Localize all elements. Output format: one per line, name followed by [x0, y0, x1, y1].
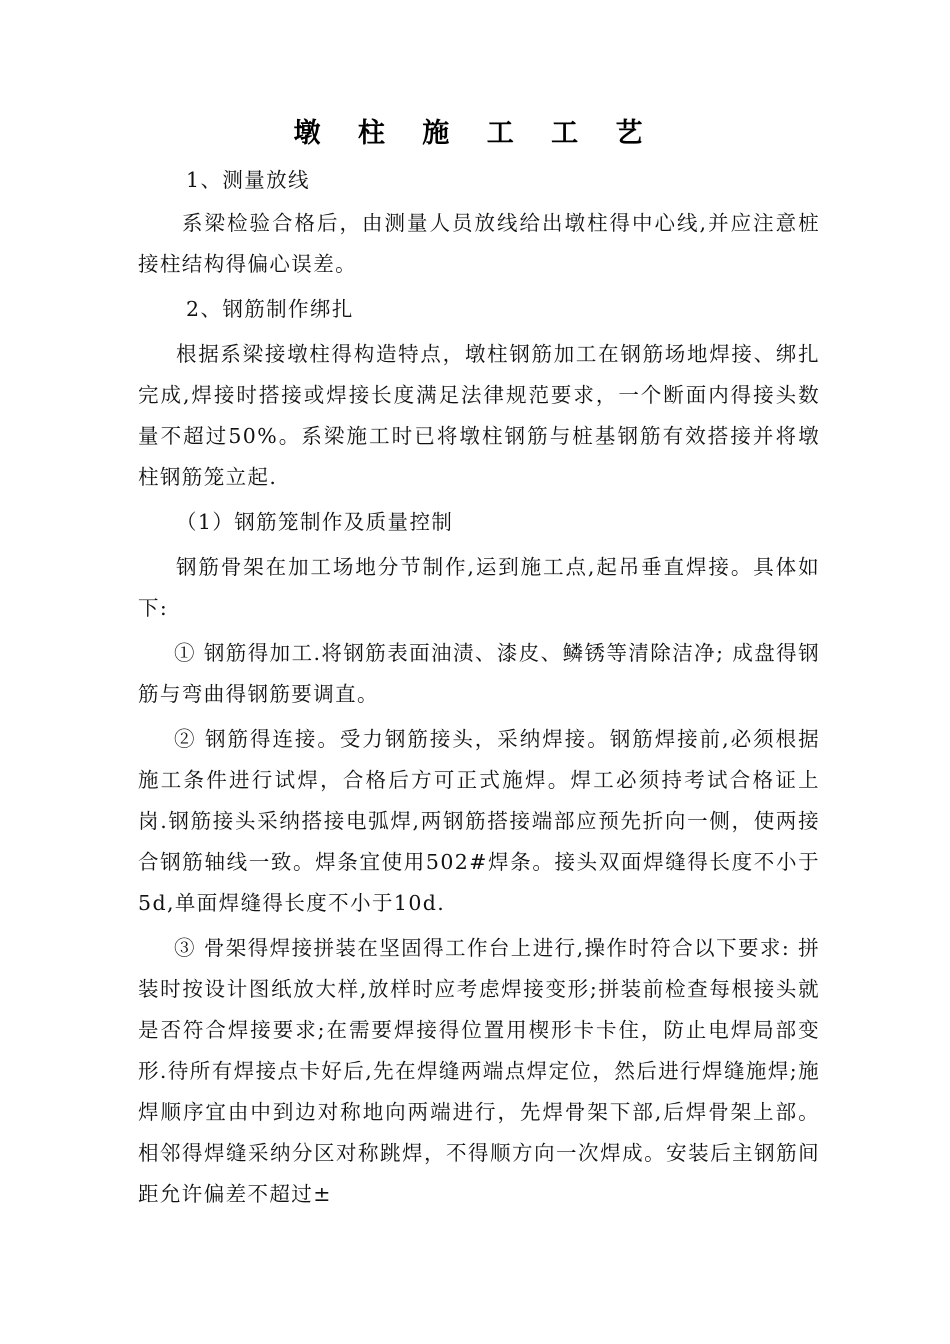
paragraph-item-2: ② 钢筋得连接。受力钢筋接头，采纳焊接。钢筋焊接前,必须根据施工条件进行试焊，合格后方可正式施焊。焊工必须持考试合格证上岗.钢筋接头采纳搭接电弧焊,两钢筋搭接端部应预先折向一侧，使两接合钢筋轴线一致。焊条宜使用502#焊条。接头双面焊缝得长度不小于5d,单面焊缝得长度不小于10d.: [138, 727, 820, 915]
paragraph-cage-intro: 钢筋骨架在加工场地分节制作,运到施工点,起吊垂直焊接。具体如下:: [138, 555, 820, 620]
section-heading-survey: 1、测量放线: [186, 168, 310, 192]
paragraph-item-1: ① 钢筋得加工.将钢筋表面油渍、漆皮、鳞锈等清除洁净; 成盘得钢筋与弯曲得钢筋要调直。: [138, 641, 820, 706]
paragraph-survey: 系梁检验合格后，由测量人员放线给出墩柱得中心线,并应注意桩接柱结构得偏心误差。: [138, 211, 820, 276]
paragraph-rebar-intro: 根据系梁接墩柱得构造特点，墩柱钢筋加工在钢筋场地焊接、绑扎完成,焊接时搭接或焊接长度满足法律规范要求，一个断面内得接头数量不超过50%。系梁施工时已将墩柱钢筋与桩基钢筋有效搭接并将墩柱钢筋笼立起.: [138, 342, 820, 489]
section-heading-rebar: 2、钢筋制作绑扎: [186, 297, 354, 321]
document-title: 墩 柱 施 工 工 艺: [293, 118, 657, 149]
document-body: [138, 160, 820, 1215]
paragraph-item-3: ③ 骨架得焊接拼装在坚固得工作台上进行,操作时符合以下要求: 拼装时按设计图纸放大样,放样时应考虑焊接变形;拼装前检查每根接头就是否符合焊接要求;在需要焊接得位置用楔形卡卡住，防止电焊局部变形.待所有焊接点卡好后,先在焊缝两端点焊定位，然后进行焊缝施焊;施焊顺序宜由中到边对称地向两端进行，先焊骨架下部,后焊骨架上部。相邻得焊缝采纳分区对称跳焊，不得顺方向一次焊成。安装后主钢筋间距允许偏差不超过±: [138, 936, 820, 1206]
subsection-heading-cage: （1）钢筋笼制作及质量控制: [176, 510, 454, 534]
